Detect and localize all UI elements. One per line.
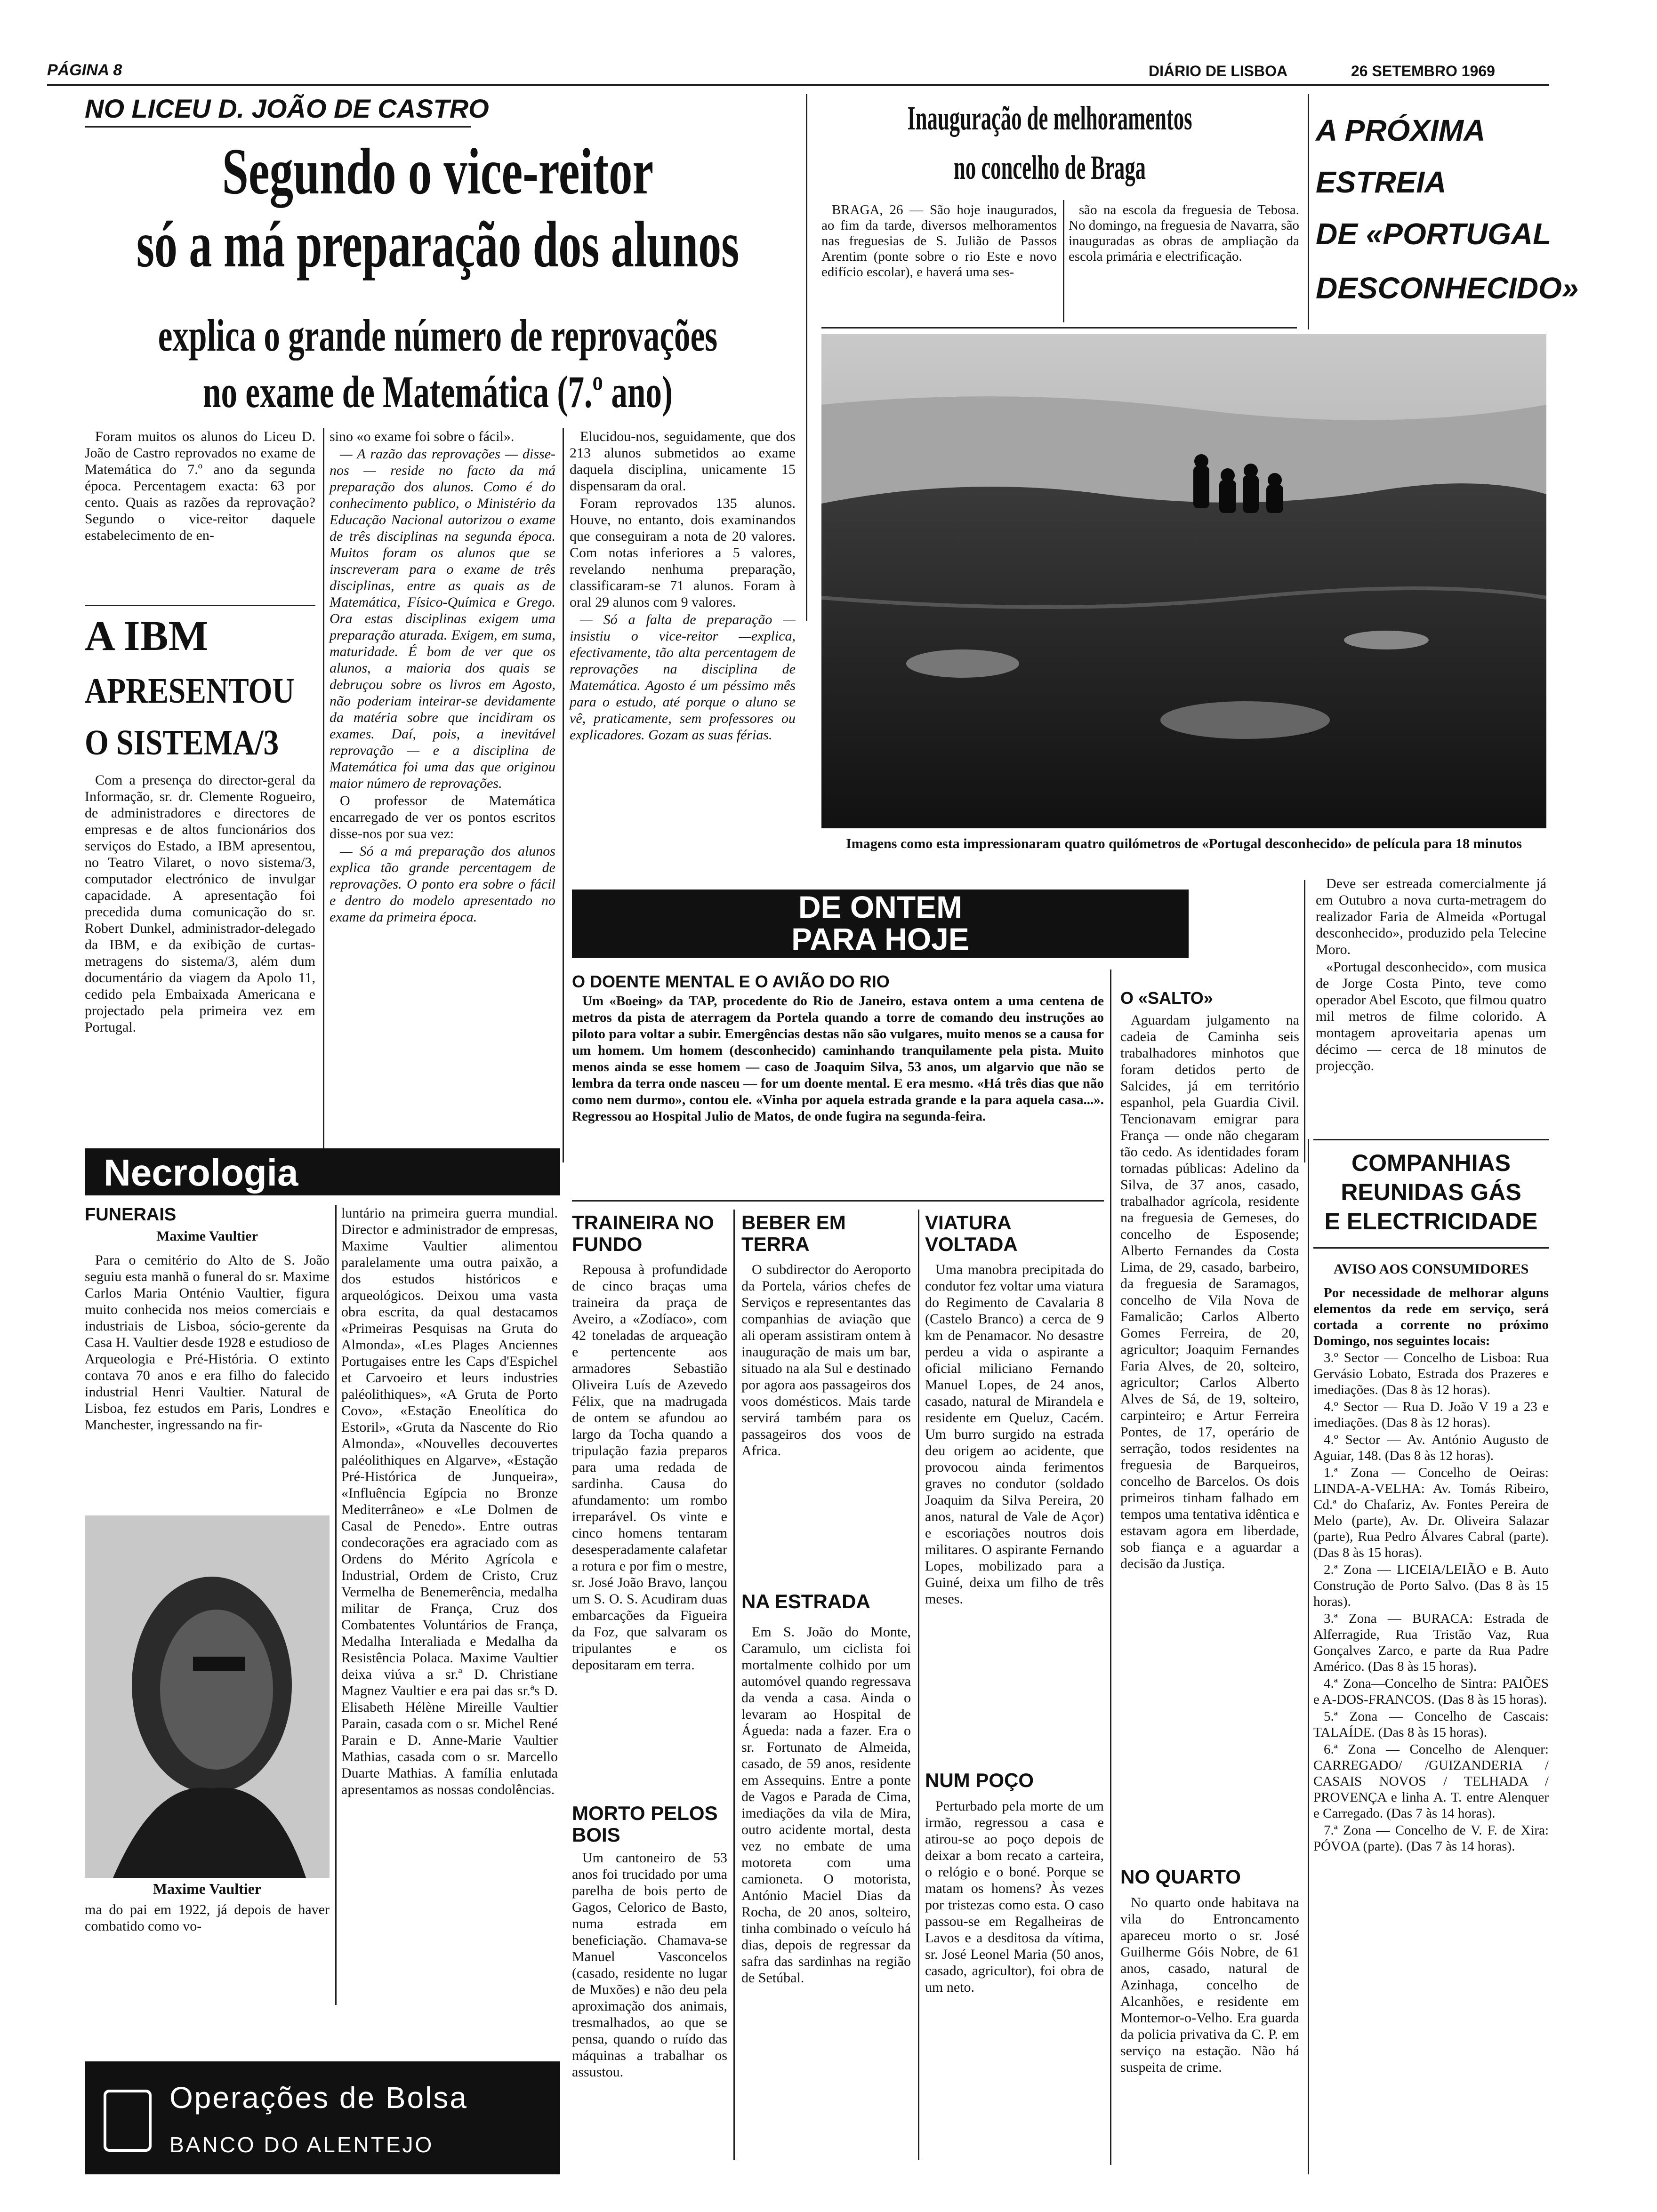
braga-col-2: são na escola da freguesia de Tebosa. No domingo, na freguesia de Navarra, são inauguradas as obras de ampliação da escola primária e electrificação. — [1069, 202, 1299, 264]
ibm-title-1: A IBM — [85, 613, 209, 659]
liceu-subhead-2: no exame de Matemática (7.º ano) — [203, 367, 673, 417]
column-rule — [1110, 970, 1111, 2165]
column-rule — [1308, 94, 1309, 329]
necrologia-title: Necrologia — [104, 1152, 298, 1194]
funerais-label: FUNERAIS — [85, 1205, 177, 1225]
obituary-name: Maxime Vaultier — [156, 1228, 258, 1244]
liceu-headline-1: Segundo o vice-reitor — [222, 135, 654, 208]
necrologia-col-2: luntário na primeira guerra mundial. Director e administrador de empresas, Maxime Vaultier alimentou paralelamente uma outra paixão, a dos estudos históricos e arqueológicos. Deixou uma vasta obra escrita, da qual destacamos «Primeiras Pesquisas na Gruta do Almonda», «Les Plages Anciennes Portugaises entre les Caps d'Espichel et Carvoeiro et leurs industries paléolithiques», «A Gruta de Porto Covo», «Estação Eneolítica do Estoril», «Gruta da Nascente do Rio Almonda», «Nouvelles decouvertes paléolithiques en Algarve», «Estação Pré-Histórica de Junqueira», «Influência Egípcia no Bronze Mediterrâneo» e «Le Dolmen de Casal de Penedo». Entre outras condecorações era agraciado com as Ordens do Mérito Agrícola e Industrial, Ordem de Cristo, Cruz Vermelha de Benemerência, medalha militar de França, Cruz dos Combatentes Voluntários de França, Medalha Interaliada e Medalha da Resistência Polaca. Maxime Vaultier deixa viúva a sr.ª D. Christiane Magnez Vaultier e era pai das sr.ªs D. Elisabeth Hélène Mireille Vaultier Parain, casada com o sr. Michel René Parain e D. Anne-Marie Vaultier Mathias, casada com o sr. Marcello Duarte Mathias. A família enlutada apresentamos as nossas condolências. — [341, 1205, 558, 1797]
photo-caption: Imagens como esta impressionaram quatro quilómetros de «Portugal desconhecido» de película para 18 minutos — [846, 836, 1522, 851]
liceu-col-3: Elucidou-nos, seguidamente, que dos 213 alunos submetidos ao exame daquela disciplina, unicamente 15 dispensaram da oral. Foram reprovados 135 alunos. Houve, no entanto, dois examinandos que conseguiram a nota de 20 valores. Com notas inferiores a 5 valores, revelando nenhuma preparação, classificaram-se 71 alunos. Foram à oral 29 alunos com 9 valores. — Só a falta de preparação — insistiu o vice-reitor —explica, efectivamente, tão alta percentagem de reprovações na disciplina de Matemática. Agosto é um péssimo mês para o estudo, até porque o aluno se vê, praticamente, sem professores ou explicadores. Gozam as suas férias. — [570, 429, 796, 743]
masthead-rule — [47, 84, 1549, 86]
column-rule — [733, 1210, 735, 2160]
morto-body: Um cantoneiro de 53 anos foi trucidado por uma parelha de bois perto de Gagos, Celorico de Basto, numa estrada em beneficiação. Chamava-se Manuel Vasconcelos (casado, residente no lugar de Muxões) e não deu pela aproximação dos animais, tresmalhados, ao que se pensa, quando o ruído das máquinas a trabalhar os assustou. — [572, 1850, 727, 2080]
de-ontem-banner — [572, 890, 1189, 958]
quarto-body: No quarto onde habitava na vila do Entroncamento apareceu morto o sr. José Guilherme Góis Nobre, de 61 anos, casado, natural de Azinhaga, concelho de Alcanhões, e residente em Montemor-o-Velho. Era guarda da policia privativa da C. P. em serviço na estação. Não há suspeita de crime. — [1120, 1895, 1299, 2075]
viatura-title: VIATURA VOLTADA — [925, 1211, 1018, 1255]
liceu-col-1: Foram muitos os alunos do Liceu D. João de Castro reprovados no exame de Matemática do 7.º ano da segunda época. Percentagem exacta: 63 por cento. Quais as razões da reprovação? Segundo o vice-reitor daquele estabelecimento de en- — [85, 429, 315, 543]
portugal-body: Deve ser estreada comercialmente já em Outubro a nova curta-metragem do realizador Faria de Almeida «Portugal desconhecido», produzido pela Telecine Moro. «Portugal desconhecido», com musica de Jorge Costa Pinto, teve como operador Abel Escoto, que filmou quatro mil metros de filme colorido. A montagem aproveitaria apenas um décimo — cerca de 18 minutos de projecção. — [1316, 876, 1546, 1074]
liceu-subhead-1: explica o grande número de reprovações — [158, 310, 718, 361]
doente-title: O DOENTE MENTAL E O AVIÃO DO RIO — [572, 972, 890, 991]
portugal-title-4: DESCONHECIDO» — [1316, 271, 1579, 305]
companhias-title-3: E ELECTRICIDADE — [1324, 1208, 1538, 1234]
companhias-body: Por necessidade de melhorar alguns elementos da rede em serviço, será cortada a corrente no próximo Domingo, nos seguintes locais: 3.º Sector — Concelho de Lisboa: Rua Gervásio Lobato, Estrada dos Prazeres e imediações. (Das 8 às 12 horas). 4.º Sector — Rua D. João V 19 a 23 e imediações. (Das 8 às 12 horas). 4.º Sector — Av. António Augusto de Aguiar, 148. (Das 8 às 12 horas). 1.ª Zona — Concelho de Oeiras: LINDA-A-VELHA: Av. Tomás Ribeiro, Cd.ª do Chafariz, Av. Fontes Pereira de Melo (parte), Av. Dr. Oliveira Salazar (parte), Rua Pedro Álvares Cabral (parte). (Das 8 às 15 horas). 2.ª Zona — LICEIA/LEIÃO e B. Auto Construção de Porto Salvo. (Das 8 às 15 horas). 3.ª Zona — BURACA: Estrada de Alferragide, Rua Tristão Vaz, Rua Gonçalves Zarco, e parte da Rua Padre Américo. (Das 8 às 15 horas). 4.ª Zona—Concelho de Sintra: PAIÕES e A-DOS-FRANCOS. (Das 8 às 15 horas). 5.ª Zona — Concelho de Cascais: TALAÍDE. (Das 8 às 15 horas). 6.ª Zona — Concelho de Alenquer: CARREGADO/ /GUIZANDERIA / CASAIS NOVOS / TELHADA / PROVENÇA e linha A. T. entre Alenquer e Carregado. (Das 7 às 14 horas). 7.ª Zona — Concelho de V. F. de Xira: PÓVOA (parte). (Das 7 às 14 horas). — [1313, 1285, 1549, 1854]
ibm-top-rule — [85, 605, 315, 606]
column-rule — [1304, 880, 1305, 1162]
salto-body: Aguardam julgamento na cadeia de Caminha seis trabalhadores minhotos que foram detidos perto de Salcides, já em território espanhol, pela Guardia Civil. Tencionavam emigrar para França — onde não chegaram tão cedo. As identidades foram tornadas públicas: Adelino da Silva, de 37 anos, casado, trabalhador agrícola, residente na freguesia de Gemeses, do concelho de Esposende; Alberto Fernandes da Costa Lima, de 29, casado, barbeiro, da freguesia de Saramagos, concelho de Vila Nova de Famalicão; Carlos Alberto Gomes Ferreira, de 20, agricultor; Joaquim Fernandes Faria Alves, de 20, solteiro, agricultor; Carlos Alberto Alves de Sá, de 19, solteiro, carpinteiro; e Artur Ferreira Pontes, de 17, operário de serração, todos residentes na freguesia de Barqueiros, concelho de Barcelos. Os dois primeiros tinham falhado em tempos uma tentativa idêntica e estavam agora em liberdade, sob fiança e a aguardar a decisão da Justiça. — [1120, 1012, 1299, 1571]
beber-title: BEBER EM TERRA — [741, 1211, 846, 1255]
column-rule — [806, 94, 807, 621]
necrologia-banner — [85, 1148, 560, 1195]
ad-title: Operações de Bolsa — [169, 2081, 468, 2115]
ibm-body: Com a presença do director-geral da Informação, sr. dr. Clemente Rogueiro, de administradores e directores de empresas e de altos funcionários dos serviços do Estado, a IBM apresentou, no Teatro Vilaret, o novo sistema/3, computador electrónico de invulgar capacidade. A apresentação foi precedida duma comunicação do sr. Robert Dunkel, administrador-delegado da IBM, e da exibição de curtas-metragens do sistema/3, além dum documentário da viagem da Apolo 11, cedido pela Embaixada Americana e projectado pela primeira vez em Portugal. — [85, 772, 315, 1035]
portrait-rendering — [85, 1515, 330, 1878]
necrologia-col-1-tail: ma do pai em 1922, já depois de haver combatido como vo- — [85, 1902, 330, 1934]
doente-body: Um «Boeing» da TAP, procedente do Rio de Janeiro, estava ontem a uma centena de metros da pista de aterragem da Portela quando a torre de comando deu instruções ao piloto para voltar a subir. Emergências destas não são vulgares, muito menos se a causa for um homem. Um homem (desconhecido) caminhando tranquilamente pela pista. Muito menos ainda se esse homem — caso de Joaquim Silva, 53 anos, um algarvio que não se lembra da terra onde nasceu — for um doente mental. E era mesmo. «Há três dias que não como nem durmo», contou ele. «Vinha por aquela estrada grande e la para aquela casa...». Regressou ao Hospital Julio de Matos, de onde fugira na segunda-feira. — [572, 994, 1104, 1124]
portrait-caption: Maxime Vaultier — [153, 1880, 262, 1897]
traineira-title: TRAINEIRA NO FUNDO — [572, 1211, 714, 1255]
column-rule — [335, 1205, 337, 2005]
ibm-title-2: APRESENTOU — [85, 671, 295, 711]
liceu-headline-2: só a má preparação dos alunos — [136, 208, 740, 281]
beber-body: O subdirector do Aeroporto da Portela, vários chefes de Serviços e representantes das companhias de aviação que ali operam assistiram ontem à inauguração de mais um bar, situado na ala Sul e destinado por agora aos passageiros dos voos domésticos. Mais tarde servirá também para os passageiros dos voos de Africa. — [741, 1262, 911, 1459]
issue-date: 26 SETEMBRO 1969 — [1351, 63, 1495, 80]
bank-logo-icon — [104, 2090, 152, 2152]
column-rule — [1308, 1139, 1309, 2174]
bank-ad — [85, 2061, 560, 2174]
liceu-kicker: NO LICEU D. JOÃO DE CASTRO — [85, 94, 489, 123]
column-rule — [563, 428, 564, 1162]
page-number: PÁGINA 8 — [47, 61, 122, 79]
companhias-title — [1313, 1148, 1549, 1236]
liceu-col-2: sino «o exame foi sobre o fácil». — A razão das reprovações — disse-nos — reside no facto da má preparação dos alunos. Como é do conhecimento publico, o Ministério da Educação Nacional autorizou o exame de três disciplinas na segunda época. Muitos foram os alunos que se inscreveram para o exame de três disciplinas, entre as quais as de Matemática, Físico-Química e Grego. Ora estas disciplinas exigem uma preparação aturada. Exigem, em suma, maturidade. É bom de ver que os alunos, a maioria dos quais se debruçou sobre os livros em Agosto, não poderiam inteirar-se devidamente da matéria sobre que incidiram os exames. Daí, pois, a inevitável reprovação — e a disciplina de Matemática foi uma das que originou maior número de reprovações. O professor de Matemática encarregado de ver os pontos escritos disse-nos por sua vez: — Só a má preparação dos alunos explica tão grande percentagem de reprovações. O ponto era sobre o fácil e dentro do modelo apresentado no exame da primeira época. — [330, 429, 555, 925]
ibm-title-3: O SISTEMA/3 — [85, 723, 279, 762]
salto-title: O «SALTO» — [1120, 988, 1213, 1008]
viatura-body: Uma manobra precipitada do condutor fez voltar uma viatura do Regimento de Cavalaria 8 (Castelo Branco) a cerca de 9 km de Penamacor. No desastre perdeu a vida o aspirante a oficial miliciano Fernando Manuel Lopes, de 24 anos, casado, natural de Mirandela e residente em Queluz, Cacém. Um burro surgido na estrada deu origem ao acidente, que provocou ainda ferimentos graves no condutor (soldado Joaquim da Silva Pereira, 20 anos, natural de Vale de Açor) e escoriações noutros dois militares. O aspirante Fernando Lopes, mobilizado para a Guiné, deixa um filho de três meses. — [925, 1262, 1104, 1607]
poco-title: NUM POÇO — [925, 1769, 1034, 1791]
braga-title-1: Inauguração de melhoramentos — [907, 99, 1192, 137]
braga-col-1: BRAGA, 26 — São hoje inaugurados, ao fim da tarde, diversos melhoramentos nas freguesias de S. Julião de Passos Arentim (ponte sobre o rio Este e novo edifício escolar), e haverá uma ses- — [821, 202, 1057, 280]
necrologia-col-1: Para o cemitério do Alto de S. João seguiu esta manhã o funeral do sr. Maxime Carlos Maria Onténio Vaultier, figura muito conhecida nos meios comerciais e industriais de Lisboa, sócio-gerente da Casa H. Vaultier desde 1928 e estudioso de Arqueologia e Pré-História. O extinto contava 70 anos e era filho do falecido industrial Henri Vaultier. Natural de Lisboa, fez estudos em Paris, Londres e Manchester, ingressando na fir- — [85, 1252, 330, 1433]
portugal-title-3: DE «PORTUGAL — [1316, 217, 1552, 251]
estrada-body: Em S. João do Monte, Caramulo, um ciclista foi mortalmente colhido por um automóvel quando regressava da venda a casa. Ainda o levaram ao Hospital de Águeda: nada a fazer. Era o sr. Fortunato de Almeida, casado, de 59 anos, residente em Assequins. Entre a ponte de Vagos e Parada de Cima, imediações da vila de Mira, outro acidente mortal, desta vez no embate de uma motoreta com uma camioneta. O motorista, António Maciel Dias da Rocha, de 20 anos, solteiro, tinha combinado o veículo há dias, depois de regressar da safra das sardinhas na região de Setúbal. — [741, 1624, 911, 1986]
ad-bank-name: BANCO DO ALENTEJO — [169, 2132, 434, 2157]
companhias-title-1: COMPANHIAS — [1351, 1150, 1511, 1176]
morto-title: MORTO PELOS BOIS — [572, 1802, 718, 1846]
banner-line-1: DE ONTEM — [798, 890, 963, 924]
kicker-underline — [85, 126, 471, 128]
photo-rendering — [821, 334, 1546, 828]
column-rule — [918, 1210, 919, 2160]
portugal-title-2: ESTREIA — [1316, 165, 1447, 199]
braga-bottom-rule — [821, 327, 1297, 329]
banner-line-2: PARA HOJE — [791, 922, 969, 956]
newspaper-name: DIÁRIO DE LISBOA — [1149, 63, 1288, 80]
portugal-title-1: A PRÓXIMA — [1316, 113, 1486, 147]
estrada-title: NA ESTRADA — [741, 1590, 870, 1612]
poco-body: Perturbado pela morte de um irmão, regressou a casa e atirou-se ao poço depois de deixar a bom recato a carteira, o relógio e o boné. Porque se matam os homens? Às vezes por tristezas como esta. O caso passou-se em Regalheiras de Lavos e a desditosa da vítima, sr. José Leonel Maria (50 anos, casado, agricultor), foi obra de um neto. — [925, 1798, 1104, 1995]
section-rule — [572, 1200, 1104, 1202]
column-rule — [323, 428, 324, 1162]
companhias-title-2: REUNIDAS GÁS — [1341, 1179, 1521, 1205]
landscape-photo — [821, 334, 1546, 828]
companhias-top-rule — [1313, 1139, 1549, 1140]
companhias-rule — [1313, 1247, 1549, 1249]
braga-title-2: no concelho de Braga — [954, 149, 1146, 186]
column-rule — [1063, 200, 1064, 322]
aviso-label: AVISO AOS CONSUMIDORES — [1333, 1261, 1529, 1277]
quarto-title: NO QUARTO — [1120, 1866, 1241, 1888]
traineira-body: Repousa à profundidade de cinco braças uma traineira da praça de Aveiro, a «Zodíaco», com 42 toneladas de arqueação e pertencente aos armadores Sebastião Oliveira Luís de Azevedo Félix, que na madrugada de ontem se afundou ao largo da Tocha quando a tripulação fazia preparos para uma redada de sardinha. Causa do afundamento: um rombo irreparável. Os vinte e cinco homens tentaram desesperadamente calafetar a rotura e por fim o mestre, sr. José João Bravo, lançou um S. O. S. Acudiram duas embarcações da Figueira da Foz, que salvaram os tripulantes e os depositaram em terra. — [572, 1262, 727, 1673]
portrait-photo — [85, 1515, 330, 1878]
